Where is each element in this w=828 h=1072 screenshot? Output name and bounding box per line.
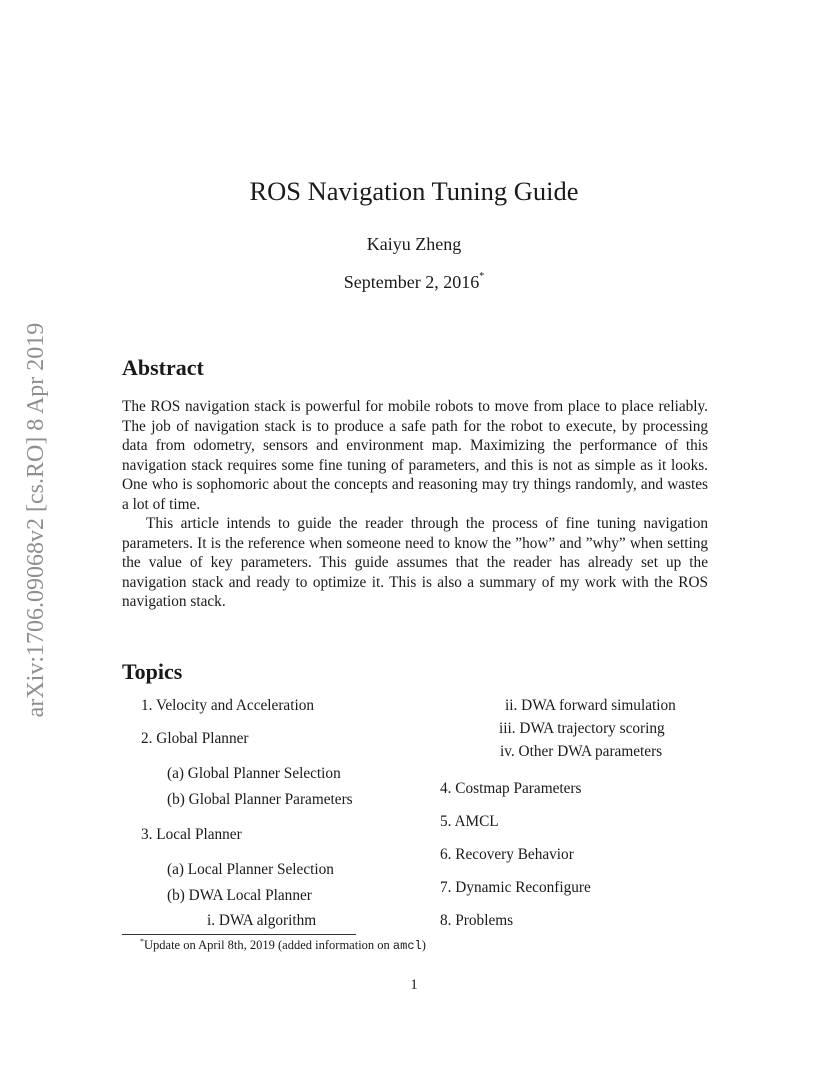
footnote-code: amcl bbox=[392, 939, 422, 954]
date-footnote-mark: * bbox=[479, 271, 485, 282]
topics-heading: Topics bbox=[122, 659, 183, 684]
author-name: Kaiyu Zheng bbox=[366, 234, 462, 254]
topic-subsubitem: iii. DWA trajectory scoring bbox=[499, 720, 665, 737]
date-text: September 2, 2016 bbox=[343, 272, 480, 292]
topic-item: 1. Velocity and Acceleration bbox=[141, 697, 315, 714]
footnote-suffix: ) bbox=[421, 938, 426, 953]
abstract-paragraph-2: This article intends to guide the reader through the process of fine tuning navigation parameters. It is the reference when someone need to know the ”how” and ”why” when setting the value of key parameters. This guide assumes that the reader has already set up the navigation stack and ready to optimize it. This is also a summary of my work with the ROS navigation stack. bbox=[122, 515, 708, 610]
publication-date bbox=[0, 272, 828, 293]
topic-item: 7. Dynamic Reconfigure bbox=[440, 879, 591, 896]
topic-subitem: (b) DWA Local Planner bbox=[167, 887, 312, 904]
abstract-paragraph-1: The ROS navigation stack is powerful for mobile robots to move from place to place reliably. The job of navigation stack is to produce a safe path for the robot to execute, by processing data from odometry, sensors and environment map. Maximizing the performance of this navigation stack requires some fine tuning of parameters, and this is not as simple as it looks. One who is sophomoric about the concepts and reasoning may try things randomly, and wastes a lot of time. bbox=[122, 398, 708, 513]
footnote-rule bbox=[122, 934, 356, 935]
topic-subsubitem: i. DWA algorithm bbox=[207, 912, 317, 929]
topic-subitem: (a) Local Planner Selection bbox=[167, 861, 334, 878]
topic-subitem: (b) Global Planner Parameters bbox=[167, 791, 353, 808]
footnote-mark: * bbox=[140, 937, 144, 946]
topic-subsubitem: ii. DWA forward simulation bbox=[505, 697, 676, 714]
topic-item: 3. Local Planner bbox=[141, 826, 242, 843]
topic-item: 6. Recovery Behavior bbox=[440, 846, 574, 863]
page-number: 1 bbox=[410, 977, 418, 993]
abstract-heading: Abstract bbox=[122, 355, 204, 380]
topic-item: 2. Global Planner bbox=[141, 730, 249, 747]
topic-item: 5. AMCL bbox=[440, 813, 499, 830]
topic-subitem: (a) Global Planner Selection bbox=[167, 765, 341, 782]
topic-subsubitem: iv. Other DWA parameters bbox=[500, 743, 663, 760]
footnote bbox=[140, 937, 426, 953]
footnote-text: Update on April 8th, 2019 (added information on bbox=[144, 938, 393, 953]
arxiv-identifier: arXiv:1706.09068v2 [cs.RO] 8 Apr 2019 bbox=[23, 322, 49, 718]
topic-item: 4. Costmap Parameters bbox=[440, 780, 582, 797]
topic-item: 8. Problems bbox=[440, 912, 514, 929]
paper-title: ROS Navigation Tuning Guide bbox=[249, 176, 579, 206]
